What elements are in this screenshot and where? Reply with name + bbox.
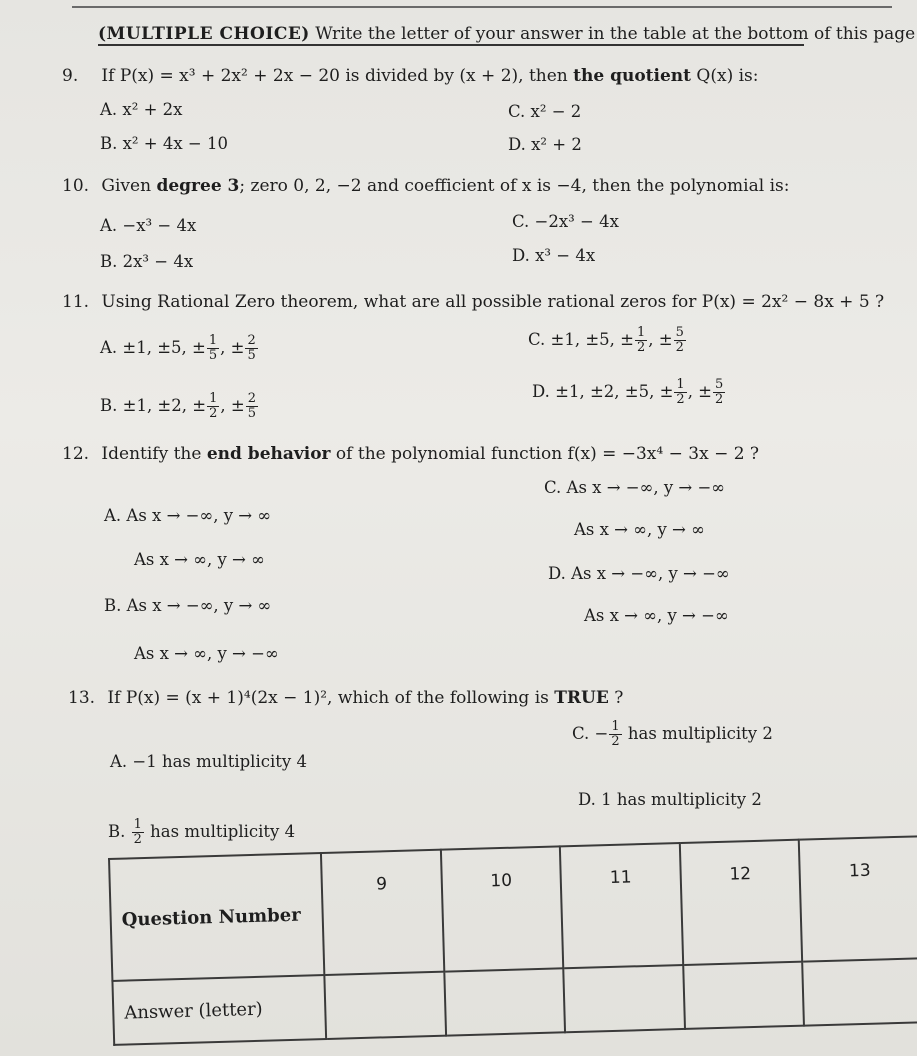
question-12-text-end: of the polynomial function f(x) = −3x⁴ − 3x − 2 ? bbox=[330, 444, 760, 464]
question-12-option-a-line2: As x → ∞, y → ∞ bbox=[134, 550, 265, 569]
fraction-numerator: 2 bbox=[247, 333, 256, 348]
instructions-bold: (MULTIPLE CHOICE) bbox=[98, 24, 310, 44]
question-13-text-end: ? bbox=[608, 688, 624, 708]
fraction-a2 bbox=[245, 334, 257, 363]
question-12-stem bbox=[62, 444, 759, 464]
option-d-lead: D. ±1, ±2, ±5, ± bbox=[532, 382, 674, 401]
fraction-a1 bbox=[207, 334, 219, 363]
option-c-tail: has multiplicity 2 bbox=[627, 724, 773, 743]
answer-cell-13[interactable] bbox=[803, 958, 917, 1025]
question-number-10: 10 bbox=[440, 846, 563, 971]
fraction-denominator: 2 bbox=[675, 340, 684, 355]
question-12-option-c-line2: As x → ∞, y → ∞ bbox=[574, 520, 705, 539]
question-12-option-d-line2: As x → ∞, y → −∞ bbox=[584, 606, 729, 625]
question-13-option-a[interactable]: A. −1 has multiplicity 4 bbox=[110, 752, 307, 771]
fraction-denominator: 2 bbox=[133, 832, 142, 847]
question-10-option-b[interactable]: B. 2x³ − 4x bbox=[100, 252, 194, 271]
question-13-bold: TRUE bbox=[554, 688, 609, 708]
fraction-denominator: 2 bbox=[611, 734, 620, 749]
instructions-text: Write the letter of your answer in the table at the bottom of this page bbox=[315, 24, 916, 44]
question-10-text-end: ; zero 0, 2, −2 and coefficient of x is −4, then the polynomial is: bbox=[239, 176, 790, 196]
answer-cell-11[interactable] bbox=[563, 965, 684, 1032]
question-number-label: Question Number bbox=[109, 853, 324, 981]
question-9-text: If P(x) = x³ + 2x² + 2x − 20 is divided by (x + 2), then bbox=[101, 66, 574, 86]
answer-table bbox=[108, 832, 917, 1046]
question-11-option-d[interactable] bbox=[532, 378, 726, 407]
fraction-numerator: 1 bbox=[611, 719, 620, 734]
question-12-number: 12. bbox=[62, 444, 90, 464]
fraction-c1 bbox=[635, 326, 647, 355]
question-10-option-a[interactable]: A. −x³ − 4x bbox=[100, 216, 197, 235]
fraction-numerator: 1 bbox=[133, 817, 142, 832]
fraction-numerator: 1 bbox=[636, 325, 646, 340]
question-12-option-d-line1[interactable]: D. As x → −∞, y → −∞ bbox=[548, 564, 730, 583]
question-13-text: If P(x) = (x + 1)⁴(2x − 1)², which of the following is bbox=[107, 688, 555, 708]
fraction-c bbox=[609, 720, 621, 749]
question-12-option-b-line2: As x → ∞, y → −∞ bbox=[134, 644, 279, 663]
question-number-11: 11 bbox=[560, 843, 683, 968]
question-10-bold: degree 3 bbox=[156, 176, 240, 196]
question-12-option-a-line1[interactable]: A. As x → −∞, y → ∞ bbox=[104, 506, 272, 525]
option-a-lead: A. ±1, ±5, ± bbox=[100, 338, 206, 357]
question-11-number: 11. bbox=[62, 292, 90, 312]
answer-cell-12[interactable] bbox=[683, 962, 804, 1029]
question-13-option-d[interactable]: D. 1 has multiplicity 2 bbox=[578, 790, 762, 809]
option-c-lead: C. − bbox=[572, 724, 609, 743]
option-d-sep: , ± bbox=[687, 382, 713, 401]
fraction-numerator: 1 bbox=[676, 377, 685, 392]
answer-cell-10[interactable] bbox=[444, 968, 565, 1035]
question-11-option-b[interactable] bbox=[100, 392, 259, 421]
option-a-sep: , ± bbox=[220, 338, 245, 357]
fraction-numerator: 5 bbox=[675, 325, 684, 340]
question-10-text: Given bbox=[101, 176, 157, 196]
answer-cell-9[interactable] bbox=[324, 972, 445, 1039]
fraction-numerator: 5 bbox=[715, 377, 724, 392]
question-11-stem bbox=[62, 292, 884, 312]
question-9-option-d[interactable]: D. x² + 2 bbox=[508, 135, 582, 154]
question-11-text: Using Rational Zero theorem, what are all possible rational zeros for P(x) = 2x² − 8x + 5 ? bbox=[101, 292, 885, 312]
question-10-stem bbox=[62, 176, 789, 196]
fraction-d1 bbox=[674, 378, 686, 407]
fraction-denominator: 5 bbox=[208, 348, 218, 363]
question-11-option-a[interactable] bbox=[100, 334, 259, 363]
top-rule bbox=[72, 6, 892, 8]
question-number-12: 12 bbox=[680, 840, 803, 965]
question-11-option-c[interactable] bbox=[528, 326, 687, 355]
question-9-option-c[interactable]: C. x² − 2 bbox=[508, 102, 582, 121]
option-b-sep: , ± bbox=[220, 396, 245, 415]
question-number-13: 13 bbox=[799, 836, 917, 961]
instructions-underline bbox=[98, 44, 804, 46]
option-b-tail: has multiplicity 4 bbox=[150, 822, 296, 841]
question-10-number: 10. bbox=[62, 176, 90, 196]
question-13-option-c[interactable] bbox=[572, 720, 773, 749]
question-10-option-d[interactable]: D. x³ − 4x bbox=[512, 246, 596, 265]
question-13-option-b[interactable] bbox=[108, 818, 295, 847]
question-number-9: 9 bbox=[321, 850, 444, 975]
question-12-text: Identify the bbox=[101, 444, 207, 464]
fraction-b2 bbox=[246, 392, 258, 421]
question-9-stem bbox=[62, 66, 759, 86]
question-9-option-b[interactable]: B. x² + 4x − 10 bbox=[100, 134, 228, 153]
question-12-option-b-line1[interactable]: B. As x → −∞, y → ∞ bbox=[104, 596, 272, 615]
question-12-bold: end behavior bbox=[206, 444, 331, 464]
question-9-option-a[interactable]: A. x² + 2x bbox=[100, 100, 183, 119]
answer-letter-label: Answer (letter) bbox=[112, 975, 326, 1045]
option-c-lead: C. ±1, ±5, ± bbox=[528, 330, 634, 349]
fraction-numerator: 1 bbox=[209, 391, 218, 406]
question-13-number: 13. bbox=[68, 688, 96, 708]
answer-table-row-numbers bbox=[109, 836, 917, 981]
fraction-denominator: 5 bbox=[247, 348, 256, 363]
question-9-number: 9. bbox=[62, 66, 79, 86]
fraction-c2 bbox=[674, 326, 686, 355]
fraction-denominator: 2 bbox=[715, 392, 724, 407]
fraction-b1 bbox=[207, 392, 219, 421]
question-9-text-end: Q(x) is: bbox=[691, 66, 759, 86]
option-b-lead: B. bbox=[108, 822, 126, 841]
question-10-option-c[interactable]: C. −2x³ − 4x bbox=[512, 212, 619, 231]
fraction-d2 bbox=[713, 378, 725, 407]
instructions bbox=[98, 24, 915, 44]
fraction-numerator: 1 bbox=[208, 333, 218, 348]
question-9-bold: the quotient bbox=[573, 66, 692, 86]
question-12-option-c-line1[interactable]: C. As x → −∞, y → −∞ bbox=[544, 478, 726, 497]
question-13-stem bbox=[68, 688, 623, 708]
fraction-denominator: 2 bbox=[209, 406, 218, 421]
fraction-numerator: 2 bbox=[247, 391, 256, 406]
option-b-lead: B. ±1, ±2, ± bbox=[100, 396, 207, 415]
fraction-denominator: 2 bbox=[676, 392, 685, 407]
fraction-b bbox=[132, 818, 144, 847]
option-c-sep: , ± bbox=[648, 330, 673, 349]
fraction-denominator: 5 bbox=[247, 406, 256, 421]
fraction-denominator: 2 bbox=[636, 340, 646, 355]
